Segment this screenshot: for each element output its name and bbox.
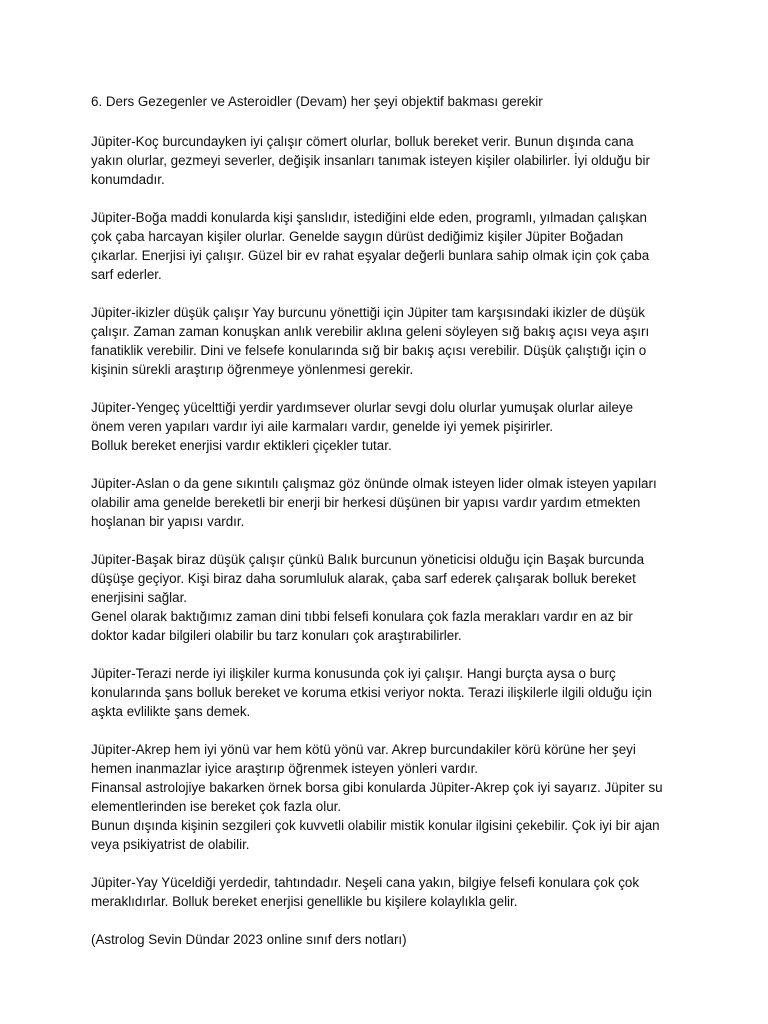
text-line: çalışır. Zaman zaman konuşkan anlık verebilir aklına geleni söyleyen sığ bakış açısı veya aşırı [91, 324, 650, 339]
text-line: olabilir ama genelde bereketli bir enerji bir herkesi düşünen bir yapısı vardır yardım etmekten [91, 495, 641, 510]
text-line: çıkarlar. Enerjisi iyi çalışır. Güzel bir ev rahat eşyalar değerli bunlara sahip olmak için çok çaba [91, 248, 650, 263]
text-line: konumdadır. [91, 172, 165, 187]
paragraph-jupiter-koc [91, 132, 728, 189]
source-note: (Astrolog Sevin Dündar 2023 online sınıf ders notları) [91, 932, 407, 947]
text-line: düşüşe geçiyor. Kişi biraz daha sorumluluk alarak, çaba sarf ederek çalışarak bolluk bereket [91, 571, 636, 586]
text-line: Jüpiter-Yay Yüceldiği yerdedir, tahtındadır. Neşeli cana yakın, bilgiye felsefi konulara çok çok [91, 875, 640, 890]
text-line: Jüpiter-Terazi nerde iyi ilişkiler kurma konusunda çok iyi çalışır. Hangi burçta aysa o burç [91, 666, 616, 681]
text-line: Jüpiter-Akrep hem iyi yönü var hem kötü yönü var. Akrep burcundakiler körü körüne her şeyi [91, 742, 636, 757]
paragraph-jupiter-boga [91, 208, 728, 284]
text-line: çok çaba harcayan kişiler olurlar. Genelde saygın dürüst dediğimiz kişiler Jüpiter Boğadan [91, 229, 624, 244]
text-line: yakın olurlar, gezmeyi severler, değişik insanları tanımak isteyen kişiler olabilirler. İyi olduğu bir [91, 153, 650, 168]
text-line: enerjisini sağlar. [91, 590, 188, 605]
text-line: aşkta evlilikte şans demek. [91, 704, 251, 719]
text-line: kişinin sürekli araştırıp öğrenmeye yönlenmesi gerekir. [91, 362, 414, 377]
text-line: hemen inanmazlar iyice araştırıp öğrenmek isteyen yönleri vardır. [91, 761, 479, 776]
text-line: Bunun dışında kişinin sezgileri çok kuvvetli olabilir mistik konular ilgisini çekebilir. Çok iyi bir ajan [91, 818, 660, 833]
paragraph-jupiter-basak [91, 550, 728, 645]
paragraph-jupiter-aslan [91, 474, 728, 531]
text-line: konularında şans bolluk bereket ve koruma etkisi veriyor nokta. Terazi ilişkilerle ilgili olduğu için [91, 685, 652, 700]
text-line: veya psikiyatrist de olabilir. [91, 837, 250, 852]
paragraph-jupiter-yay [91, 873, 728, 911]
paragraph-jupiter-ikizler [91, 303, 728, 379]
text-line: sarf ederler. [91, 267, 162, 282]
text-line: elementlerinden ise bereket çok fazla olur. [91, 799, 342, 814]
text-line: doktor kadar bilgileri olabilir bu tarz konuları çok araştırabilirler. [91, 628, 462, 643]
text-line: Jüpiter-Boğa maddi konularda kişi şanslıdır, istediğini elde eden, programlı, yılmadan çalışkan [91, 210, 648, 225]
paragraph-jupiter-terazi [91, 664, 728, 721]
paragraph-jupiter-yengec [91, 398, 728, 455]
text-line: meraklıdırlar. Bolluk bereket enerjisi genellikle bu kişilere kolaylıkla gelir. [91, 894, 518, 909]
page-title: 6. Ders Gezegenler ve Asteroidler (Devam) her şeyi objektif bakması gerekir [91, 94, 543, 109]
text-line: hoşlanan bir yapısı vardır. [91, 514, 245, 529]
text-line: Jüpiter-ikizler düşük çalışır Yay burcunu yönettiği için Jüpiter tam karşısındaki ikizler de düşük [91, 305, 645, 320]
text-line: Finansal astrolojiye bakarken örnek borsa gibi konularda Jüpiter-Akrep çok iyi sayarız. Jüpiter su [91, 780, 663, 795]
text-line: Jüpiter-Aslan o da gene sıkıntılı çalışmaz göz önünde olmak isteyen lider olmak isteyen yapıları [91, 476, 657, 491]
text-line: Jüpiter-Yengeç yücelttiği yerdir yardımsever olurlar sevgi dolu olurlar yumuşak olurlar aileye [91, 400, 634, 415]
paragraph-jupiter-akrep [91, 740, 728, 854]
text-line: Genel olarak baktığımız zaman dini tıbbi felsefi konulara çok fazla merakları vardır en az bir [91, 609, 633, 624]
text-line: Jüpiter-Başak biraz düşük çalışır çünkü Balık burcunun yöneticisi olduğu için Başak burcunda [91, 552, 645, 567]
text-line: önem veren yapıları vardır iyi aile karmaları vardır, genelde iyi yemek pişirirler. [91, 419, 554, 434]
text-line: Jüpiter-Koç burcundayken iyi çalışır cömert olurlar, bolluk bereket verir. Bunun dışında cana [91, 134, 634, 149]
text-line: Bolluk bereket enerjisi vardır ektikleri çiçekler tutar. [91, 438, 392, 453]
text-line: fanatiklik verebilir. Dini ve felsefe konularında sığ bir bakış açısı verebilir. Düşük çalıştığı için o [91, 343, 647, 358]
